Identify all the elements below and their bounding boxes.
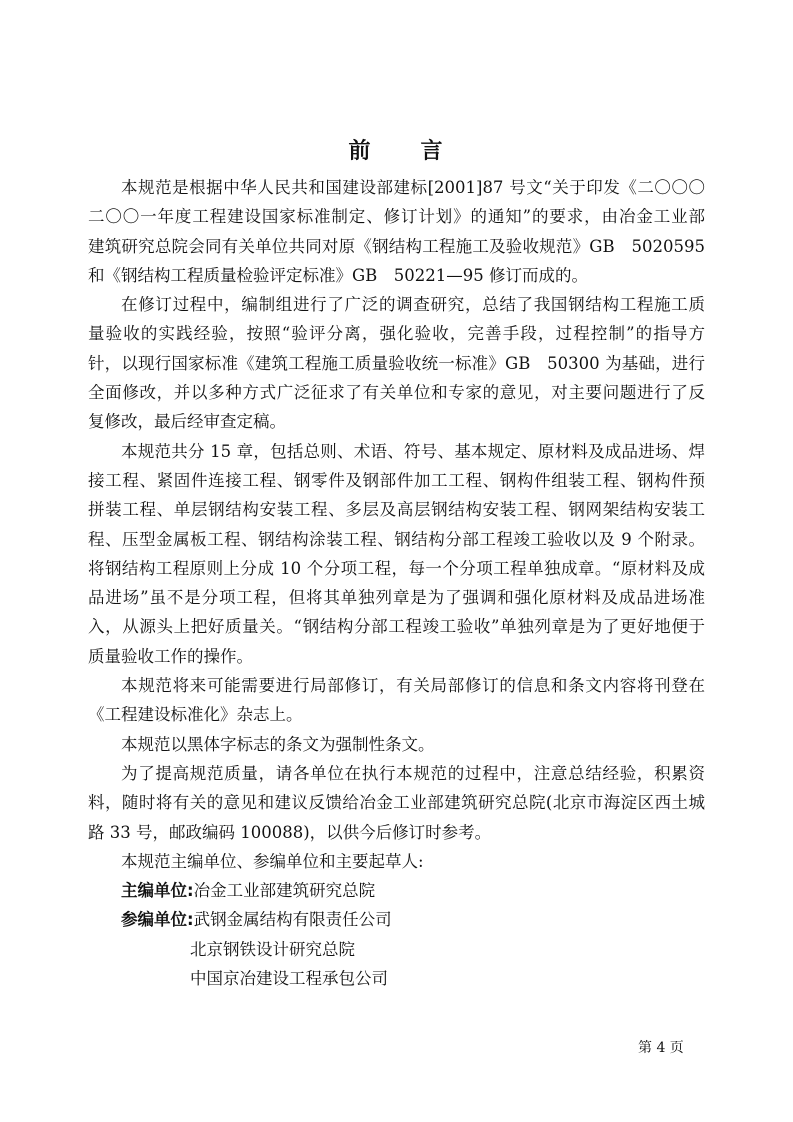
text-line: 料，随时将有关的意见和建议反馈给冶金工业部建筑研究总院(北京市海淀区西土城: [88, 793, 705, 813]
text-line: 建筑研究总院会同有关单位共同对原《钢结构工程施工及验收规范》GB 5020595: [88, 236, 705, 256]
participant-line: [88, 905, 705, 934]
participant: 武钢金属结构有限责任公司: [193, 910, 392, 930]
text-line: 程、压型金属板工程、钢结构涂装工程、钢结构分部工程竣工验收以及 9 个附录。: [88, 529, 705, 549]
text-line: 质量验收工作的操作。: [88, 646, 253, 666]
text-line: 本规范以黑体字标志的条文为强制性条文。: [121, 734, 435, 754]
text-line: 接工程、紧固件连接工程、钢零件及钢部件加工工程、钢构件组装工程、钢构件预: [88, 470, 705, 490]
page-number: 第 4 页: [638, 1040, 684, 1056]
text-line: 在修订过程中，编制组进行了广泛的调查研究，总结了我国钢结构工程施工质: [121, 295, 705, 315]
text-line: 入，从源头上把好质量关。“钢结构分部工程竣工验收”单独列章是为了更好地便于: [88, 617, 705, 637]
text-line: 品进场”虽不是分项工程，但将其单独列章是为了强调和强化原材料及成品进场准: [88, 588, 705, 608]
text-line: 复修改，最后经审查定稿。: [88, 412, 286, 432]
chief-editor-label: 主编单位:: [121, 881, 194, 901]
participant: 北京钢铁设计研究总院: [190, 939, 355, 959]
text-line: 为了提高规范质量，请各单位在执行本规范的过程中，注意总结经验，积累资: [121, 763, 705, 783]
text-line: 本规范共分 15 章，包括总则、术语、符号、基本规定、原材料及成品进场、焊: [121, 441, 705, 461]
participant: 中国京冶建设工程承包公司: [190, 969, 388, 989]
page-title: 前 言: [348, 138, 445, 164]
text-line: 本规范将来可能需要进行局部修订，有关局部修订的信息和条文内容将刊登在: [121, 676, 705, 696]
text-line: 全面修改，并以多种方式广泛征求了有关单位和专家的意见，对主要问题进行了反: [88, 383, 705, 403]
participants-label: 参编单位:: [121, 910, 194, 930]
text-line: 二〇〇一年度工程建设国家标准制定、修订计划》的通知”的要求，由冶金工业部: [88, 207, 705, 227]
chief-editor: 冶金工业部建筑研究总院: [193, 881, 376, 901]
text-line: 《工程建设标准化》杂志上。: [88, 705, 303, 725]
text-line: 和《钢结构工程质量检验评定标准》GB 50221—95 修订而成的。: [88, 265, 589, 285]
text-line: 拼装工程、单层钢结构安装工程、多层及高层钢结构安装工程、钢网架结构安装工: [88, 500, 705, 520]
text-line: 量验收的实践经验，按照“验评分离，强化验收，完善手段，过程控制”的指导方: [88, 324, 705, 344]
text-line: 路 33 号，邮政编码 100088)，以供今后修订时参考。: [88, 822, 492, 842]
text-line: 本规范是根据中华人民共和国建设部建标[2001]87 号文“关于印发《二〇〇〇: [121, 178, 705, 197]
preface-body: [88, 173, 705, 993]
text-line: 本规范主编单位、参编单位和主要起草人:: [121, 851, 424, 871]
text-line: 将钢结构工程原则上分成 10 个分项工程，每一个分项工程单独成章。“原材料及成: [88, 558, 705, 578]
text-line: 针，以现行国家标准《建筑工程施工质量验收统一标准》GB 50300 为基础，进行: [88, 353, 705, 373]
chief-editor-line: [88, 876, 705, 905]
